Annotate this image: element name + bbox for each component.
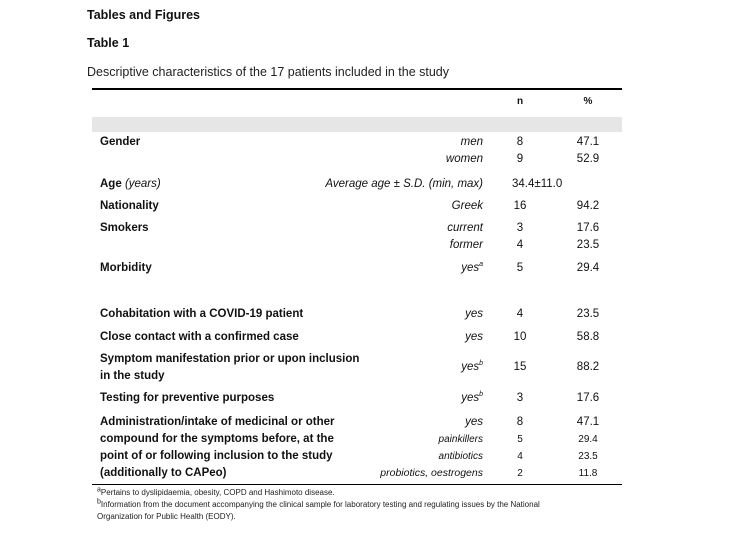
count-women: 9 (516, 153, 524, 165)
percent-antibiotics: 23.5 (578, 451, 598, 462)
percent-greek: 94.2 (576, 200, 600, 212)
count-probiotics: 2 (517, 468, 523, 479)
row-label-symptom-line1: Symptom manifestation prior or upon inclusion (100, 353, 360, 365)
percent-painkillers: 29.4 (578, 434, 598, 445)
header-shading-band (92, 117, 622, 132)
count-contact: 10 (513, 331, 527, 343)
percent-current: 17.6 (576, 222, 600, 234)
row-label-gender: Gender (100, 136, 141, 148)
count-symptom: 15 (513, 361, 527, 373)
table-caption: Descriptive characteristics of the 17 patients included in the study (87, 65, 449, 79)
row-label-symptom-line2: in the study (100, 370, 165, 382)
row-label-close-contact: Close contact with a confirmed case (100, 331, 299, 343)
count-greek: 16 (513, 200, 527, 212)
count-current: 3 (516, 222, 524, 234)
footnote-b-text: Information from the document accompanying the clinical sample for laboratory testing and regulating issues by the National (100, 500, 540, 509)
percent-morbidity: 29.4 (576, 262, 600, 274)
symptom-yes-text: yes (461, 361, 480, 373)
row-label-cohabitation: Cohabitation with a COVID-19 patient (100, 308, 304, 320)
category-admin-yes: yes (465, 416, 483, 428)
row-label-admin-line1: Administration/intake of medicinal or other (100, 416, 335, 428)
row-label-morbidity: Morbidity (100, 262, 152, 274)
table-title: Table 1 (87, 36, 130, 50)
category-symptom-yes (461, 361, 483, 373)
row-label-age (100, 176, 161, 193)
count-antibiotics: 4 (517, 451, 523, 462)
category-former: former (449, 239, 483, 251)
percent-contact: 58.8 (576, 331, 600, 343)
footnote-marker-a: a (479, 261, 483, 269)
percent-admin-yes: 47.1 (576, 416, 600, 428)
count-cohabitation: 4 (516, 308, 524, 320)
percent-cohabitation: 23.5 (576, 308, 600, 320)
category-probiotics: probiotics, oestrogens (380, 467, 483, 479)
morbidity-yes-text: yes (461, 262, 480, 274)
footnote-b-line2: Organization for Public Health (EODY). (97, 512, 236, 521)
percent-probiotics: 11.8 (578, 468, 598, 479)
table-bottom-rule (92, 484, 622, 485)
column-header-percent: % (583, 96, 593, 107)
row-label-admin-line3: point of or following inclusion to the study (100, 450, 333, 462)
row-label-testing: Testing for preventive purposes (100, 392, 275, 404)
footnote-marker-b-2: b (479, 391, 483, 399)
footnote-b-mark: b (97, 498, 101, 506)
footnote-a-mark: a (97, 486, 101, 494)
percent-women: 52.9 (576, 153, 600, 165)
footnote-a-text: Pertains to dyslipidaemia, obesity, COPD and Hashimoto disease. (100, 488, 335, 497)
footnote-a (97, 487, 335, 499)
row-label-admin-line4: (additionally to CAPeo) (100, 467, 227, 479)
row-label-smokers: Smokers (100, 222, 149, 234)
category-testing-yes (461, 392, 483, 404)
footnote-b-line1 (97, 499, 540, 511)
percent-men: 47.1 (576, 136, 600, 148)
count-admin-yes: 8 (516, 416, 524, 428)
count-former: 4 (516, 239, 524, 251)
testing-yes-text: yes (461, 392, 480, 404)
percent-symptom: 88.2 (576, 361, 600, 373)
section-title: Tables and Figures (87, 8, 200, 22)
age-value: 34.4±11.0 (512, 178, 563, 190)
category-women: women (445, 153, 483, 165)
count-morbidity: 5 (516, 262, 524, 274)
count-testing: 3 (516, 392, 524, 404)
category-cohabitation-yes: yes (465, 308, 483, 320)
category-painkillers: painkillers (438, 434, 483, 445)
count-painkillers: 5 (517, 434, 523, 445)
percent-testing: 17.6 (576, 392, 600, 404)
count-men: 8 (516, 136, 524, 148)
category-greek: Greek (451, 200, 483, 212)
category-antibiotics: antibiotics (438, 451, 483, 462)
category-morbidity-yes (461, 262, 483, 274)
category-contact-yes: yes (465, 331, 483, 343)
age-label-text: Age (100, 178, 122, 190)
category-men: men (460, 136, 483, 148)
table-top-rule (92, 88, 622, 90)
age-descriptor: Average age ± S.D. (min, max) (325, 178, 483, 190)
row-label-admin-line2: compound for the symptoms before, at the (100, 433, 334, 445)
row-label-nationality: Nationality (100, 200, 159, 212)
column-header-n: n (516, 96, 524, 107)
category-current: current (447, 222, 483, 234)
age-unit: (years) (124, 178, 161, 190)
percent-former: 23.5 (576, 239, 600, 251)
footnote-marker-b: b (479, 360, 483, 368)
